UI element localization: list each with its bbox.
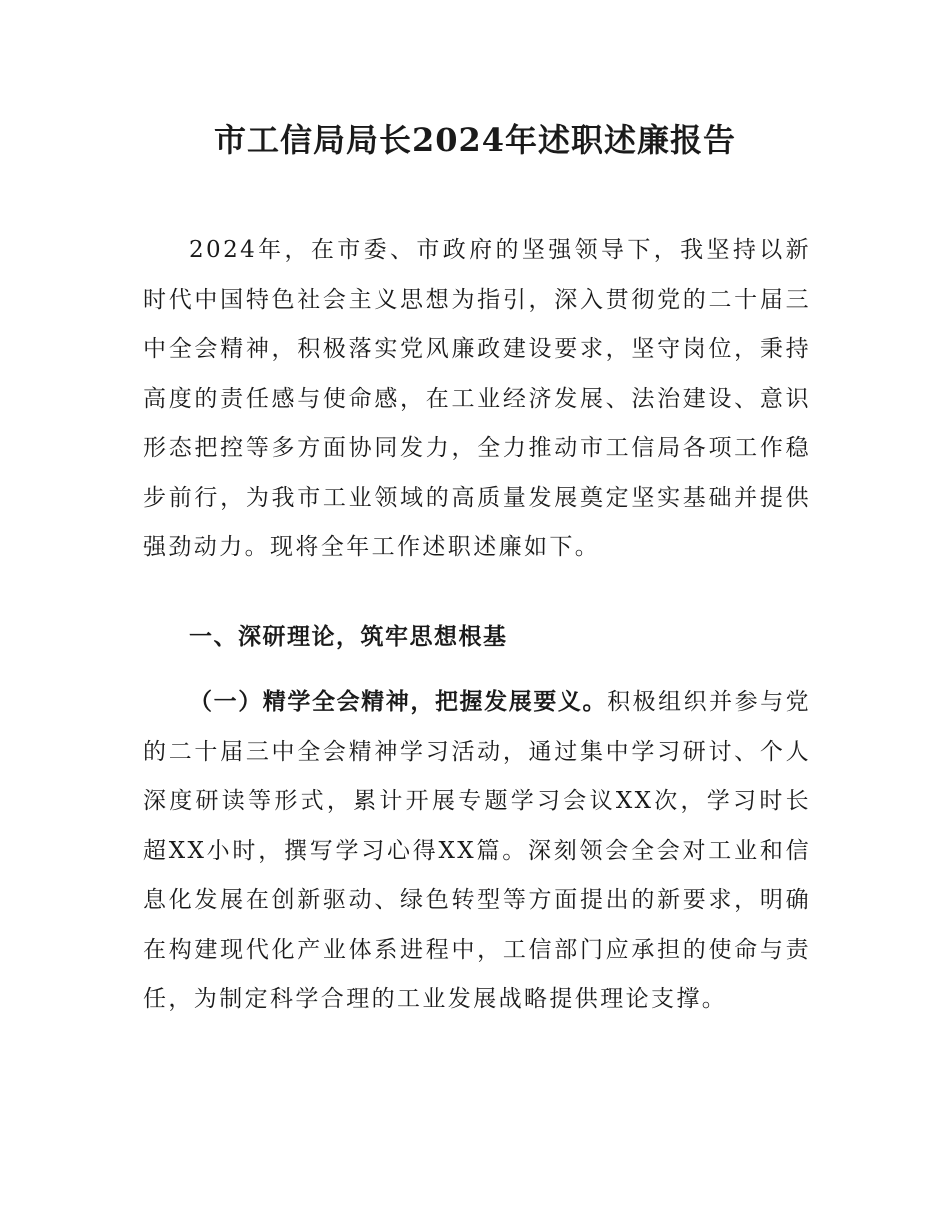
section-paragraph: [143, 678, 811, 1025]
page-title: 市工信局局长2024年述职述廉报告: [213, 121, 737, 159]
paragraph-lead: （一）精学全会精神，把握发展要义。: [189, 689, 608, 715]
paragraph-body: 积极组织并参与党的二十届三中全会精神学习活动，通过集中学习研讨、个人深度研读等形式，累计开展专题学习会议XX次，学习时长超XX小时，撰写学习心得XX篇。深刻领会全会对工业和信息化发展在创新驱动、绿色转型等方面提出的新要求，明确在构建现代化产业体系进程中，工信部门应承担的使命与责任，为制定科学合理的工业发展战略提供理论支撑。: [143, 689, 812, 1012]
section-heading: 一、深研理论，筑牢思想根基: [189, 624, 508, 650]
intro-paragraph: 2024年，在市委、市政府的坚强领导下，我坚持以新时代中国特色社会主义思想为指引，深入贯彻党的二十届三中全会精神，积极落实党风廉政建设要求，坚守岗位，秉持高度的责任感与使命感，在工业经济发展、法治建设、意识形态把控等多方面协同发力，全力推动市工信局各项工作稳步前行，为我市工业领域的高质量发展奠定坚实基础并提供强劲动力。现将全年工作述职述廉如下。: [143, 237, 811, 560]
